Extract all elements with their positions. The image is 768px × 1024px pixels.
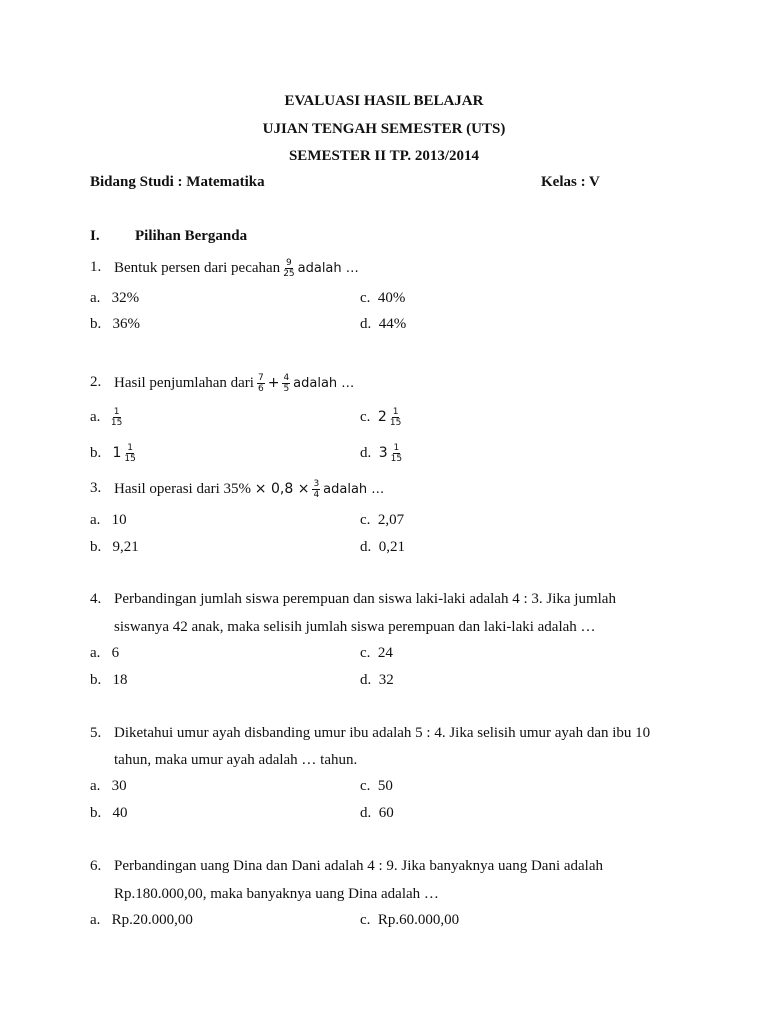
subtitle: UJIAN TENGAH SEMESTER (UTS) (262, 121, 506, 137)
q5-option-a: a. 30 (90, 778, 127, 794)
section-title: Pilihan Berganda (135, 228, 248, 244)
q6-text-line2: Rp.180.000,00, maka banyaknya uang Dina adalah … (114, 886, 439, 902)
q2-option-b: b. 1 $\frac{1}{15}$ (90, 443, 136, 464)
q4-number: 4. (90, 591, 102, 607)
q5-text-line2: tahun, maka umur ayah adalah … tahun. (114, 752, 358, 768)
q1-option-d: d. 44% (360, 316, 407, 332)
q4-text-line2: siswanya 42 anak, maka selisih jumlah siswa perempuan dan laki-laki adalah … (114, 619, 596, 635)
q2-option-d: d. 3 $\frac{1}{15}$ (360, 443, 403, 464)
q2-option-a: a. $\frac{1}{15}$ (90, 407, 123, 428)
q4-option-a: a. 6 (90, 645, 120, 661)
q5-number: 5. (90, 725, 102, 741)
q6-option-a: a. Rp.20.000,00 (90, 912, 193, 928)
q4-option-c: c. 24 (360, 645, 393, 661)
q6-text-line1: Perbandingan uang Dina dan Dani adalah 4 : 9. Jika banyaknya uang Dani adalah (114, 858, 604, 874)
q2-text: Hasil penjumlahan dari $\frac{7}{6}$ + $\frac{4}{5}$ adalah … (114, 373, 355, 394)
title: EVALUASI HASIL BELAJAR (284, 93, 484, 109)
q1-text: Bentuk persen dari pecahan $\frac{9}{25}$ adalah … (114, 258, 359, 279)
fraction: $\frac{9}{25}$ (283, 258, 295, 279)
q5-text-line1: Diketahui umur ayah disbanding umur ibu adalah 5 : 4. Jika selisih umur ayah dan ibu 10 (114, 725, 651, 741)
q2-number: 2. (90, 374, 102, 390)
q3-option-b: b. 9,21 (90, 539, 139, 555)
q6-number: 6. (90, 858, 102, 874)
q2-option-c: c. 2 $\frac{1}{15}$ (360, 407, 402, 428)
q4-text-line1: Perbandingan jumlah siswa perempuan dan siswa laki-laki adalah 4 : 3. Jika jumlah (114, 591, 616, 607)
q1-option-a: a. 32% (90, 290, 140, 306)
q3-option-d: d. 0,21 (360, 539, 405, 555)
semester: SEMESTER II TP. 2013/2014 (288, 148, 480, 164)
q1-number: 1. (90, 259, 102, 275)
class: Kelas : V (541, 174, 600, 190)
q3-option-c: c. 2,07 (360, 512, 405, 528)
subject: Bidang Studi : Matematika (90, 174, 265, 190)
q1-option-b: b. 36% (90, 316, 140, 332)
q5-option-d: d. 60 (360, 805, 394, 821)
section-number: I. (90, 228, 100, 244)
q4-option-b: b. 18 (90, 672, 128, 688)
q3-option-a: a. 10 (90, 512, 127, 528)
q4-option-d: d. 32 (360, 672, 394, 688)
q3-number: 3. (90, 480, 102, 496)
q5-option-b: b. 40 (90, 805, 128, 821)
q1-option-c: c. 40% (360, 290, 406, 306)
q6-option-c: c. Rp.60.000,00 (360, 912, 460, 928)
q3-text: Hasil operasi dari 35% × 0,8 × $\frac{3}{4}$ adalah … (114, 479, 385, 500)
q5-option-c: c. 50 (360, 778, 393, 794)
